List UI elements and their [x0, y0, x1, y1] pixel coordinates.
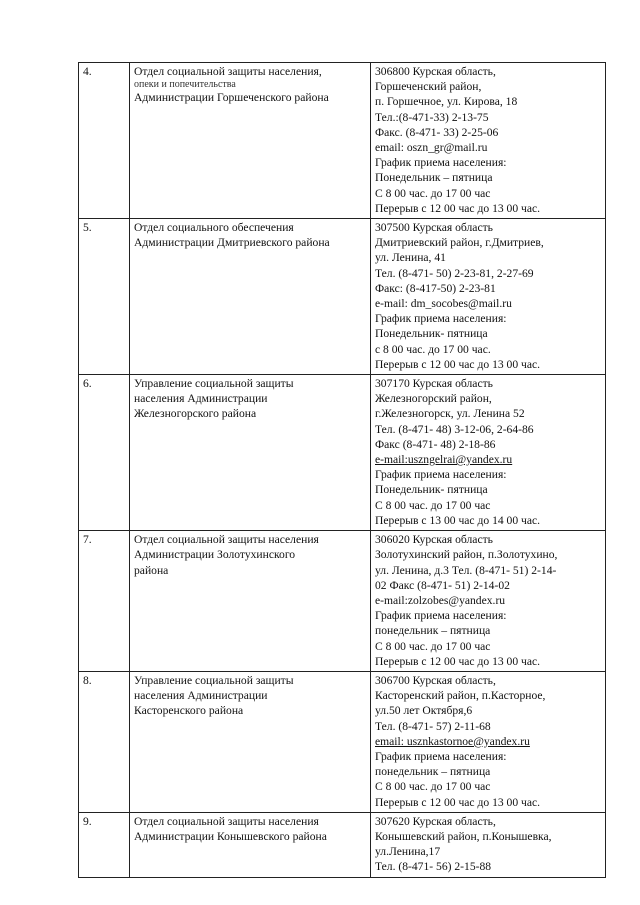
- table-row: [79, 531, 606, 672]
- email-address[interactable]: email: usznkastornoe@yandex.ru: [375, 734, 530, 748]
- row-number: 9.: [79, 812, 130, 877]
- email-address: e-mail:zolzobes@yandex.ru: [375, 593, 506, 607]
- contact-line: Тел. (8-471- 48) 3-12-06, 2-64-86: [375, 422, 534, 436]
- contact-line: Перерыв с 12 00 час до 13 00 час.: [375, 654, 541, 668]
- office-name-cell: [130, 531, 371, 672]
- row-number: 4.: [79, 63, 130, 219]
- contact-line: Перерыв с 12 00 час до 13 00 час.: [375, 795, 541, 809]
- table-row: [79, 375, 606, 531]
- contact-line: Перерыв с 12 00 час до 13 00 час.: [375, 201, 541, 215]
- office-name-line: района: [134, 563, 169, 577]
- contact-line: 307170 Курская область: [375, 377, 493, 391]
- office-name-line: Управление социальной защиты: [134, 673, 294, 687]
- contact-line: ул. Ленина, 41: [375, 251, 446, 265]
- contact-line: Понедельник – пятница: [375, 171, 493, 185]
- office-name-line: населения Администрации: [134, 689, 268, 703]
- office-name-line: Железногорского района: [134, 407, 257, 421]
- office-name-line: Администрации Золотухинского: [134, 548, 296, 562]
- office-name-cell: [130, 219, 371, 375]
- contact-line: Факс. (8-471- 33) 2-25-06: [375, 125, 499, 139]
- row-number: 5.: [79, 219, 130, 375]
- office-name-cell: [130, 375, 371, 531]
- table-body: [79, 63, 606, 878]
- document-page: [78, 62, 578, 878]
- contact-line: Перерыв с 13 00 час до 14 00 час.: [375, 513, 541, 527]
- office-contact-cell: [371, 812, 606, 877]
- table-row: [79, 63, 606, 219]
- contact-line: Железногорский район,: [375, 392, 492, 406]
- office-name-line: Отдел социального обеспечения: [134, 221, 294, 235]
- contact-line: п. Горшечное, ул. Кирова, 18: [375, 95, 518, 109]
- contact-line: График приема населения:: [375, 749, 507, 763]
- contact-line: с 8 00 час. до 17 00 час.: [375, 342, 491, 356]
- table-row: [79, 671, 606, 812]
- offices-table: [78, 62, 606, 878]
- contact-line: понедельник – пятница: [375, 765, 491, 779]
- office-contact-cell: [371, 63, 606, 219]
- contact-line: Тел.:(8-471-33) 2-13-75: [375, 110, 489, 124]
- office-name-cell: [130, 812, 371, 877]
- contact-line: 307500 Курская область: [375, 221, 493, 235]
- contact-line: С 8 00 час. до 17 00 час: [375, 639, 491, 653]
- contact-line: С 8 00 час. до 17 00 час: [375, 498, 491, 512]
- table-row: [79, 219, 606, 375]
- contact-line: Золотухинский район, п.Золотухино,: [375, 548, 558, 562]
- email-address: email: oszn_gr@mail.ru: [375, 141, 488, 155]
- contact-line: Факс (8-471- 48) 2-18-86: [375, 437, 496, 451]
- office-contact-cell: [371, 375, 606, 531]
- row-number: 7.: [79, 531, 130, 672]
- contact-line: График приема населения:: [375, 156, 507, 170]
- table-row: [79, 812, 606, 877]
- office-name-cell: [130, 63, 371, 219]
- contact-line: 306700 Курская область,: [375, 673, 496, 687]
- contact-line: Горшеченский район,: [375, 80, 482, 94]
- row-number: 8.: [79, 671, 130, 812]
- email-address[interactable]: e-mail:uszngelrai@yandex.ru: [375, 453, 513, 467]
- email-address: e-mail: dm_socobes@mail.ru: [375, 297, 512, 311]
- contact-line: С 8 00 час. до 17 00 час: [375, 186, 491, 200]
- contact-line: ул.50 лет Октября,6: [375, 704, 473, 718]
- contact-line: Понедельник- пятница: [375, 327, 488, 341]
- contact-line: Тел. (8-471- 56) 2-15-88: [375, 860, 492, 874]
- contact-line: 306020 Курская область: [375, 533, 493, 547]
- contact-line: Перерыв с 12 00 час до 13 00 час.: [375, 357, 541, 371]
- contact-line: Дмитриевский район, г.Дмитриев,: [375, 236, 544, 250]
- office-name-line: Касторенского района: [134, 704, 244, 718]
- contact-line: С 8 00 час. до 17 00 час: [375, 780, 491, 794]
- office-name-cell: [130, 671, 371, 812]
- office-name-line: опеки и попечительства: [134, 79, 236, 91]
- contact-line: Факс: (8-417-50) 2-23-81: [375, 281, 496, 295]
- office-name-line: Отдел социальной защиты населения: [134, 533, 319, 547]
- office-name-line: Администрации Горшеченского района: [134, 91, 329, 105]
- contact-line: Тел. (8-471- 57) 2-11-68: [375, 719, 491, 733]
- office-name-line: населения Администрации: [134, 392, 268, 406]
- office-name-line: Администрации Дмитриевского района: [134, 236, 330, 250]
- office-name-line: Управление социальной защиты: [134, 377, 294, 391]
- contact-line: График приема населения:: [375, 468, 507, 482]
- office-name-line: Отдел социальной защиты населения,: [134, 65, 322, 78]
- contact-line: График приема населения:: [375, 609, 507, 623]
- office-contact-cell: [371, 531, 606, 672]
- contact-line: Конышевский район, п.Конышевка,: [375, 829, 552, 843]
- contact-line: 02 Факс (8-471- 51) 2-14-02: [375, 578, 510, 592]
- office-name-line: Администрации Конышевского района: [134, 829, 327, 843]
- contact-line: Касторенский район, п.Касторное,: [375, 689, 546, 703]
- office-contact-cell: [371, 219, 606, 375]
- contact-line: 307620 Курская область,: [375, 814, 496, 828]
- office-name-line: Отдел социальной защиты населения: [134, 814, 319, 828]
- contact-line: Тел. (8-471- 50) 2-23-81, 2-27-69: [375, 266, 534, 280]
- contact-line: ул. Ленина, д.3 Тел. (8-471- 51) 2-14-: [375, 563, 557, 577]
- contact-line: 306800 Курская область,: [375, 65, 496, 78]
- contact-line: ул.Ленина,17: [375, 845, 441, 859]
- contact-line: г.Железногорск, ул. Ленина 52: [375, 407, 525, 421]
- contact-line: График приема населения:: [375, 312, 507, 326]
- row-number: 6.: [79, 375, 130, 531]
- contact-line: понедельник – пятница: [375, 624, 491, 638]
- contact-line: Понедельник- пятница: [375, 483, 488, 497]
- office-contact-cell: [371, 671, 606, 812]
